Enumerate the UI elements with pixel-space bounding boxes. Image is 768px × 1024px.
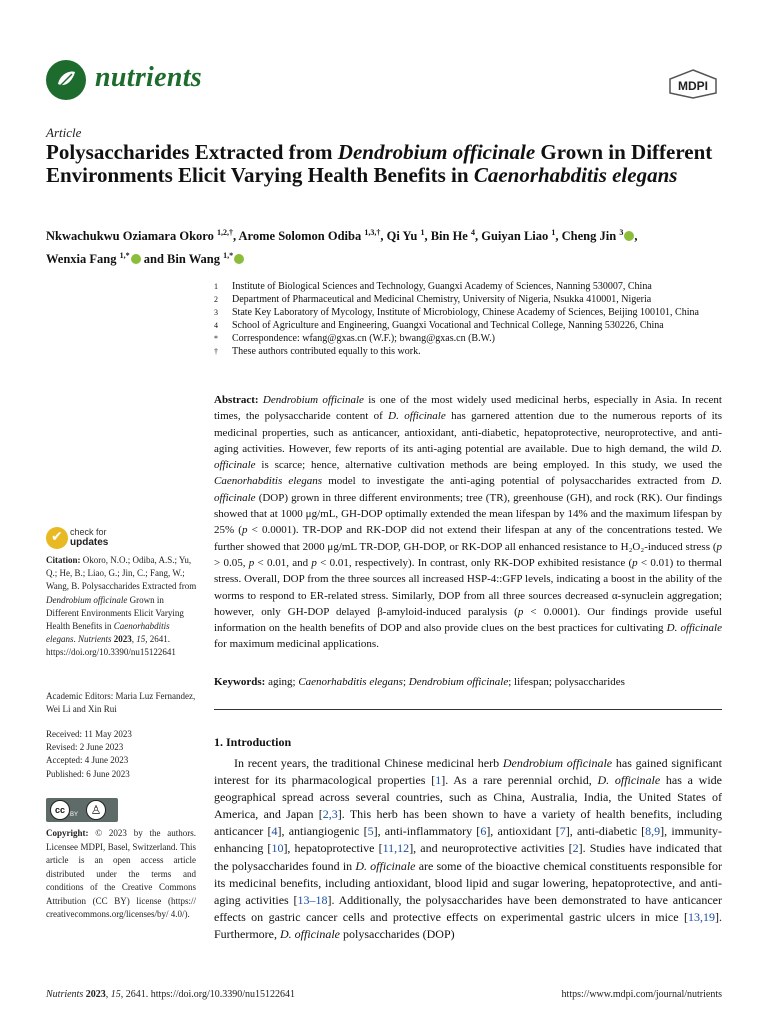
received-date: Received: 11 May 2023: [46, 729, 132, 739]
reference-link[interactable]: 5: [367, 824, 374, 839]
article-type: Article: [46, 125, 82, 140]
affiliation-item: [214, 332, 724, 345]
abstract-segment: < 0.01, respectively). In contrast, only RK-DOP exhibited resistance (: [316, 556, 633, 569]
intro-segment: are some of the bioactive chemical constituents responsible for its medicinal benefits, including antioxidant, blood lipid and sugar lowering, hepatoprotective, and anti-aging activities [: [214, 858, 723, 907]
affiliation-text: School of Agriculture and Engineering, Guangxi Vocational and Technical College, Nanning 530226, China: [232, 320, 664, 331]
author-name: Arome Solomon Odiba: [238, 229, 365, 244]
author-affiliation-marker: 4: [470, 228, 475, 237]
abstract-italic: p: [517, 605, 524, 618]
reference-link[interactable]: 10: [271, 841, 284, 856]
abstract-text: [214, 394, 722, 650]
keywords: [214, 675, 722, 690]
footer-journal-url[interactable]: https://www.mdpi.com/journal/nutrients: [561, 989, 722, 1000]
abstract-italic: Dendrobium officinale: [262, 394, 364, 406]
citation-italic: Caenorhabditis elegans: [46, 621, 170, 645]
author-name: Bin Wang: [167, 252, 224, 267]
abstract-segment: < 0.0001). Our findings provide useful information on the health benefits of DOP and also provide clues on the best practices for cultivating: [214, 605, 722, 635]
intro-italic: Dendrobium officinale: [502, 756, 613, 770]
author-affiliation-marker: 1,3,†: [364, 228, 381, 237]
citation-italic: 15: [136, 634, 146, 645]
citation-segment: Grown in Different Environments Elicit Varying Health Benefits in: [46, 594, 184, 632]
abstract-segment: < 0.01, and: [254, 556, 312, 569]
copyright-notice: [46, 827, 196, 922]
check-updates-label-top: check for: [70, 527, 107, 537]
reference-link[interactable]: 4: [271, 824, 278, 839]
intro-segment: ]. Furthermore,: [214, 909, 722, 941]
intro-segment: ]. Studies have indicated that the polysaccharides found in: [214, 841, 722, 873]
abstract-segment: for maximum medicinal applications.: [214, 638, 379, 651]
abstract-italic: Caenorhabditis elegans: [214, 475, 323, 488]
intro-segment: has a wide geographical spread across several countries, such as China, Australia, India, the United States of America, and Japan [: [214, 773, 722, 822]
reference-link[interactable]: 13–18: [297, 892, 328, 907]
abstract-segment: < 0.0001). TR-DOP and RK-DOP did not extend their lifespan at any of the concentrations tested. We further showed that 2000 μg/mL TR-DOP, GH-DOP, or RK-DOP all enhanced resistance to H₂O₂-induced stress (: [214, 524, 722, 553]
reference-link[interactable]: 11,12: [382, 841, 410, 856]
affiliation-text: Department of Pharmaceutical and Medicinal Chemistry, University of Nigeria, Nsukka 410001, Nigeria: [232, 294, 652, 305]
publication-dates: [46, 728, 198, 781]
abstract-italic: p: [248, 556, 255, 569]
keyword-italic: Dendrobium officinale: [408, 676, 509, 688]
citation: [46, 554, 198, 660]
abstract-italic: p: [632, 556, 638, 569]
affiliation-number: 1: [214, 282, 218, 291]
creative-commons-icon: cc: [50, 800, 70, 820]
author-affiliation-marker: 1,*: [223, 251, 234, 261]
citation-bold: 2023: [113, 634, 132, 645]
citation-segment: Okoro, N.O.; Odiba, A.S.; Yu, Q.; He, B.; Liao, G.; Jin, C.; Fang, W.; Wang, B. Polysaccharides Extracted from: [46, 555, 197, 592]
keywords-text: [265, 676, 625, 688]
author-name: Nkwachukwu Oziamara Okoro: [46, 229, 217, 244]
author-name: Guiyan Liao: [481, 229, 552, 244]
section-divider: [214, 709, 722, 710]
accepted-date: Accepted: 4 June 2023: [46, 755, 129, 766]
citation-segment: .: [73, 634, 78, 645]
citation-label: Citation:: [46, 555, 81, 565]
cc-by-license-badge[interactable]: [46, 798, 118, 822]
orcid-icon[interactable]: [234, 254, 244, 264]
affiliations: [214, 280, 724, 358]
attribution-person-icon: ♙: [86, 800, 106, 820]
abstract-segment: (DOP) grown in three different environments; tree (TR), greenhouse (GH), and rock (RK). Our findings showed that at 1000 μg/mL, GH-DOP optimally extended the mean lifespan by 14% and the maximum lifespan by 25% (: [214, 491, 722, 537]
citation-segment: ,: [131, 634, 137, 645]
published-date: Published: 6 June 2023: [46, 768, 130, 779]
affiliation-text: State Key Laboratory of Mycology, Institute of Microbiology, Chinese Academy of Sciences, Beijing 100101, China: [232, 307, 699, 318]
affiliation-number: 3: [214, 308, 218, 317]
intro-segment: ]. Additionally, the polysaccharides have been demonstrated to have anticancer effects on gastric cancer cells and protective effects on experimental gastric ulcers in mice [: [214, 892, 722, 924]
keyword-italic: Caenorhabditis elegans: [298, 676, 403, 688]
abstract-italic: p: [241, 524, 248, 537]
intro-segment: ], antiangiogenic [: [277, 824, 368, 839]
affiliation-number: †: [214, 347, 218, 356]
orcid-icon[interactable]: [624, 231, 634, 241]
intro-segment: ]. This herb has been shown to have a variety of health benefits, including anticancer [: [214, 807, 723, 839]
abstract-italic: D. officinale: [388, 410, 446, 423]
affiliation-item: [214, 319, 724, 332]
author-affiliation-marker: 1,*: [119, 251, 130, 261]
author-affiliation-marker: 1: [420, 228, 425, 237]
reference-link[interactable]: 13,19: [688, 909, 715, 924]
keyword-segment: ; lifespan; polysaccharides: [508, 676, 625, 688]
academic-editors: Academic Editors: Maria Luz Fernandez, Wei Li and Xin Rui: [46, 691, 196, 715]
affiliation-text: These authors contributed equally to this work.: [232, 346, 421, 357]
abstract-segment: model to investigate the anti-aging potential of polysaccharides extracted from: [322, 475, 712, 488]
abstract-segment: is one of the most widely used medicinal herbs, especially in Asia. In recent times, the polysaccharide content of: [214, 394, 722, 423]
intro-segment: ], antioxidant [: [486, 824, 560, 839]
abstract-italic: p: [716, 540, 722, 553]
author-affiliation-marker: 3: [619, 228, 624, 237]
author-name: Wenxia Fang: [46, 252, 120, 267]
abstract-italic: D. officinale: [666, 622, 722, 635]
footer-citation: Nutrients 2023, 15, 2641. https://doi.org/10.3390/nu15122641: [46, 989, 296, 1000]
author-name: Bin He: [430, 229, 471, 244]
intro-segment: ], hepatoprotective [: [283, 841, 383, 856]
intro-segment: ], anti-diabetic [: [565, 824, 646, 839]
article-title: Polysaccharides Extracted from Dendrobium officinale Grown in Different Environments Elicit Varying Health Benefits in Caenorhabditis elegans: [46, 140, 713, 187]
mdpi-logo-icon: [668, 69, 718, 99]
author-affiliation-marker: 1: [551, 228, 556, 237]
abstract-segment: has garnered attention due to the numerous reports of its medicinal properties, such as anticancer, antioxidant, anti-diabetic, hepatoprotective, neuroprotective, and anti-aging activities. However, few reports of its anti-aging potential are available. Due to high demand, the wild: [214, 410, 722, 455]
intro-segment: polysaccharides (DOP): [339, 926, 455, 941]
intro-segment: ], anti-inflammatory [: [373, 824, 481, 839]
abstract-segment: is scarce; hence, alternative cultivation methods are being employed. In this study, we used the: [255, 459, 722, 472]
reference-link[interactable]: 7: [559, 824, 566, 839]
introduction-text: [214, 755, 722, 943]
intro-segment: ], and neuroprotective activities [: [409, 841, 573, 856]
orcid-icon[interactable]: [131, 254, 141, 264]
check-updates-label-bottom: updates: [70, 537, 109, 548]
revised-date: Revised: 2 June 2023: [46, 742, 124, 753]
reference-link[interactable]: 6: [480, 824, 487, 839]
journal-logo-icon: [46, 60, 86, 100]
affiliation-item: [214, 306, 724, 319]
intro-segment: has gained significant interest for its pharmacological properties [: [214, 756, 722, 788]
affiliation-item: [214, 280, 724, 293]
citation-text: [46, 555, 196, 657]
abstract-italic: D. officinale: [214, 475, 722, 504]
abstract: [214, 392, 722, 653]
copyright-label: Copyright:: [46, 828, 89, 838]
author-affiliation-marker: 1,2,†: [216, 228, 233, 237]
abstract-italic: D. officinale: [214, 442, 722, 472]
author-name: Qi Yu: [386, 229, 421, 244]
author-list: Nkwachukwu Oziamara Okoro $^{1,2,\dagger}$, Arome Solomon Odiba $^{1,3,\dagger}$, Qi Yu $^1$, Bin He $^4$, Guiyan Liao $^1$, Cheng Jin $^3$ , Wenxia Fang $^{1,*}$ and Bin Wang $^{1,*}$: [46, 228, 638, 267]
affiliation-text: Institute of Biological Sciences and Technology, Guangxi Academy of Sciences, Nanning 530007, China: [232, 281, 652, 292]
abstract-label: Abstract:: [214, 394, 259, 406]
affiliation-number: 2: [214, 295, 218, 304]
check-for-updates-button[interactable]: [46, 527, 166, 553]
affiliation-number: *: [214, 334, 218, 343]
citation-italic: Nutrients: [78, 634, 112, 645]
reference-link[interactable]: 2: [572, 841, 579, 856]
affiliation-text: Correspondence: wfang@gxas.cn (W.F.); bwang@gxas.cn (B.W.): [232, 333, 495, 344]
cc-by-label: BY: [70, 812, 79, 818]
reference-link[interactable]: 2,3: [322, 807, 338, 822]
keyword-segment: aging;: [265, 676, 299, 688]
section-heading-introduction: 1. Introduction: [214, 735, 292, 749]
reference-link[interactable]: 1: [435, 773, 442, 788]
intro-segment: ], immunity-enhancing [: [214, 824, 723, 856]
intro-italic: D. officinale: [355, 858, 416, 873]
intro-segment: In recent years, the traditional Chinese medicinal herb: [234, 756, 503, 770]
author-name: Cheng Jin: [561, 229, 620, 244]
keywords-label: Keywords:: [214, 676, 266, 688]
affiliation-item: [214, 345, 724, 358]
publisher-name: MDPI: [678, 79, 708, 93]
abstract-segment: > 0.05,: [214, 556, 249, 569]
citation-italic: Dendrobium officinale: [46, 594, 128, 605]
intro-italic: D. officinale: [597, 773, 661, 788]
copyright-text: © 2023 by the authors. Licensee MDPI, Basel, Switzerland. This article is an open access article distributed under the terms and conditions of the Creative Commons Attribution (CC BY) license (https:// creativecommons.org/licenses/by/ 4.0/).: [46, 828, 196, 919]
affiliation-item: [214, 293, 724, 306]
abstract-italic: p: [311, 556, 317, 569]
abstract-segment: < 0.01) to thermal stress. Overall, DOP from the three sources all increased HSP-4::GFP levels, indicating a boost in the ability of the worms to respond to ER-related stress. Similarly, DOP from all three sources decreased α-synuclein aggregation; however, only GH-DOP delayed β-amyloid-induced paralysis (: [214, 556, 722, 618]
journal-name: nutrients: [95, 62, 202, 93]
keyword-segment: ;: [402, 676, 409, 688]
citation-segment: , 2641. https://doi.org/10.3390/nu15122641: [46, 634, 176, 658]
intro-italic: D. officinale: [279, 926, 340, 941]
check-updates-icon: ✔: [46, 527, 68, 549]
intro-segment: ]. As a rare perennial orchid,: [441, 773, 598, 788]
reference-link[interactable]: 8,9: [645, 824, 661, 839]
affiliation-number: 4: [214, 321, 218, 330]
